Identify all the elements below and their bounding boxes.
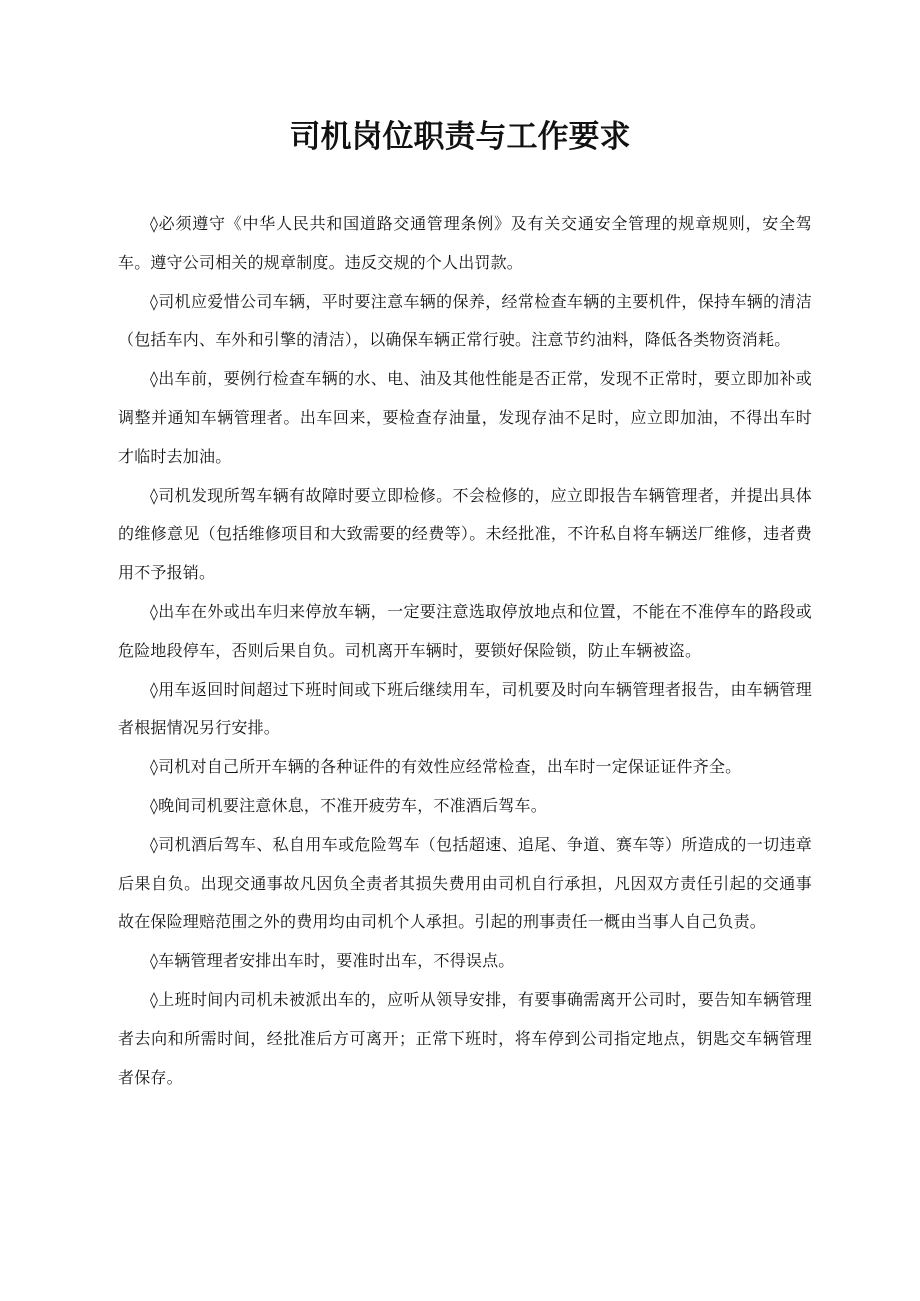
document-body — [118, 205, 812, 1097]
paragraph-standby: ◊上班时间内司机未被派出车的，应听从领导安排，有要事确需离开公司时，要告知车辆管理者去向和所需时间，经批准后方可离开；正常下班时，将车停到公司指定地点，钥匙交车辆管理者保存。 — [118, 989, 812, 1087]
paragraph-traffic-rules: ◊必须遵守《中华人民共和国道路交通管理条例》及有关交通安全管理的规章规则，安全驾车。遵守公司相关的规章制度。违反交规的个人出罚款。 — [118, 214, 812, 272]
paragraph-punctuality: ◊车辆管理者安排出车时，要准时出车，不得误点。 — [150, 951, 515, 971]
paragraph-repairs: ◊司机发现所驾车辆有故障时要立即检修。不会检修的，应立即报告车辆管理者，并提出具体的维修意见（包括维修项目和大致需要的经费等）。未经批准，不许私自将车辆送厂维修，违者费用不予报销。 — [118, 485, 812, 583]
paragraph-parking: ◊出车在外或出车归来停放车辆，一定要注意选取停放地点和位置，不能在不准停车的路段或危险地段停车，否则后果自负。司机离开车辆时，要锁好保险锁，防止车辆被盗。 — [118, 601, 812, 660]
paragraph-rest: ◊晚间司机要注意休息，不准开疲劳车，不准酒后驾车。 — [150, 795, 547, 815]
paragraph-overtime-use: ◊用车返回时间超过下班时间或下班后继续用车，司机要及时向车辆管理者报告，由车辆管理者根据情况另行安排。 — [118, 679, 812, 738]
page-title: 司机岗位职责与工作要求 — [289, 119, 631, 155]
paragraph-vehicle-care: ◊司机应爱惜公司车辆，平时要注意车辆的保养，经常检查车辆的主要机件，保持车辆的清洁（包括车内、车外和引擎的清洁），以确保车辆正常行驶。注意节约油料，降低各类物资消耗。 — [118, 291, 812, 350]
paragraph-documents: ◊司机对自己所开车辆的各种证件的有效性应经常检查，出车时一定保证证件齐全。 — [150, 757, 742, 777]
paragraph-liability: ◊司机酒后驾车、私自用车或危险驾车（包括超速、追尾、争道、赛车等）所造成的一切违章后果自负。出现交通事故凡因负全责者其损失费用由司机自行承担，凡因双方责任引起的交通事故在保险理赔范围之外的费用均由司机个人承担。引起的刑事责任一概由当事人自己负责。 — [118, 834, 812, 932]
paragraph-pre-trip-check: ◊出车前，要例行检查车辆的水、电、油及其他性能是否正常，发现不正常时，要立即加补或调整并通知车辆管理者。出车回来，要检查存油量，发现存油不足时，应立即加油，不得出车时才临时去加油。 — [118, 369, 812, 466]
